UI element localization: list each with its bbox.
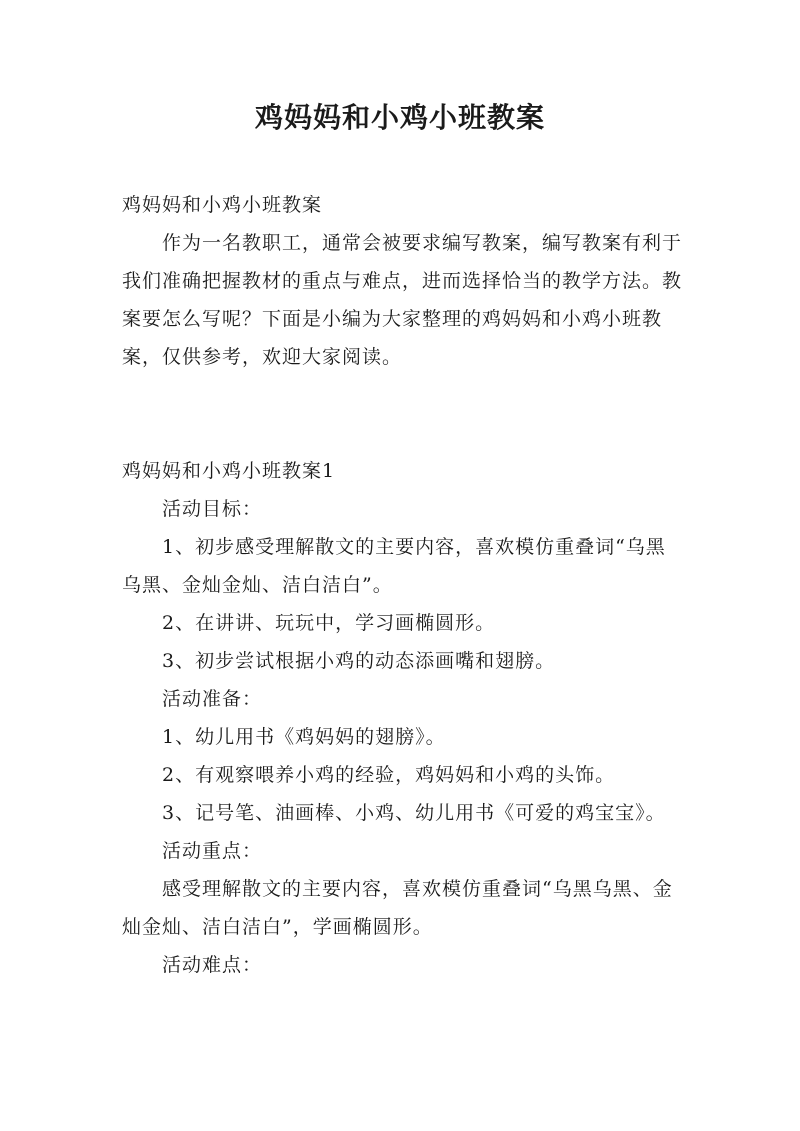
intro-heading: 鸡妈妈和小鸡小班教案 xyxy=(122,194,323,216)
prep-item-3: 3、记号笔、油画棒、小鸡、幼儿用书《可爱的鸡宝宝》。 xyxy=(162,802,666,824)
prep-item-2: 2、有观察喂养小鸡的经验，鸡妈妈和小鸡的头饰。 xyxy=(162,764,616,786)
key-label: 活动重点： xyxy=(162,840,263,862)
section1-heading: 鸡妈妈和小鸡小班教案1 xyxy=(122,460,336,482)
key-text: 感受理解散文的主要内容，喜欢模仿重叠词“乌黑乌黑、金灿金灿、洁白洁白”，学画椭圆形。 xyxy=(122,878,673,938)
document-body xyxy=(122,186,682,984)
goal-item-3: 3、初步尝试根据小鸡的动态添画嘴和翅膀。 xyxy=(162,650,556,672)
difficulty-label: 活动难点： xyxy=(162,954,263,976)
goal-item-2: 2、在讲讲、玩玩中，学习画椭圆形。 xyxy=(162,612,496,634)
prep-item-1: 1、幼儿用书《鸡妈妈的翅膀》。 xyxy=(162,726,446,748)
prep-label: 活动准备： xyxy=(162,688,263,710)
goals-label: 活动目标： xyxy=(162,498,263,520)
section-spacer xyxy=(122,376,682,452)
intro-paragraph: 作为一名教职工，通常会被要求编写教案，编写教案有利于我们准确把握教材的重点与难点，进而选择恰当的教学方法。教案要怎么写呢？下面是小编为大家整理的鸡妈妈和小鸡小班教案，仅供参考，欢迎大家阅读。 xyxy=(122,232,683,368)
goal-item-1: 1、初步感受理解散文的主要内容，喜欢模仿重叠词“乌黑乌黑、金灿金灿、洁白洁白”。 xyxy=(122,536,666,596)
document-title: 鸡妈妈和小鸡小班教案 xyxy=(254,101,545,134)
